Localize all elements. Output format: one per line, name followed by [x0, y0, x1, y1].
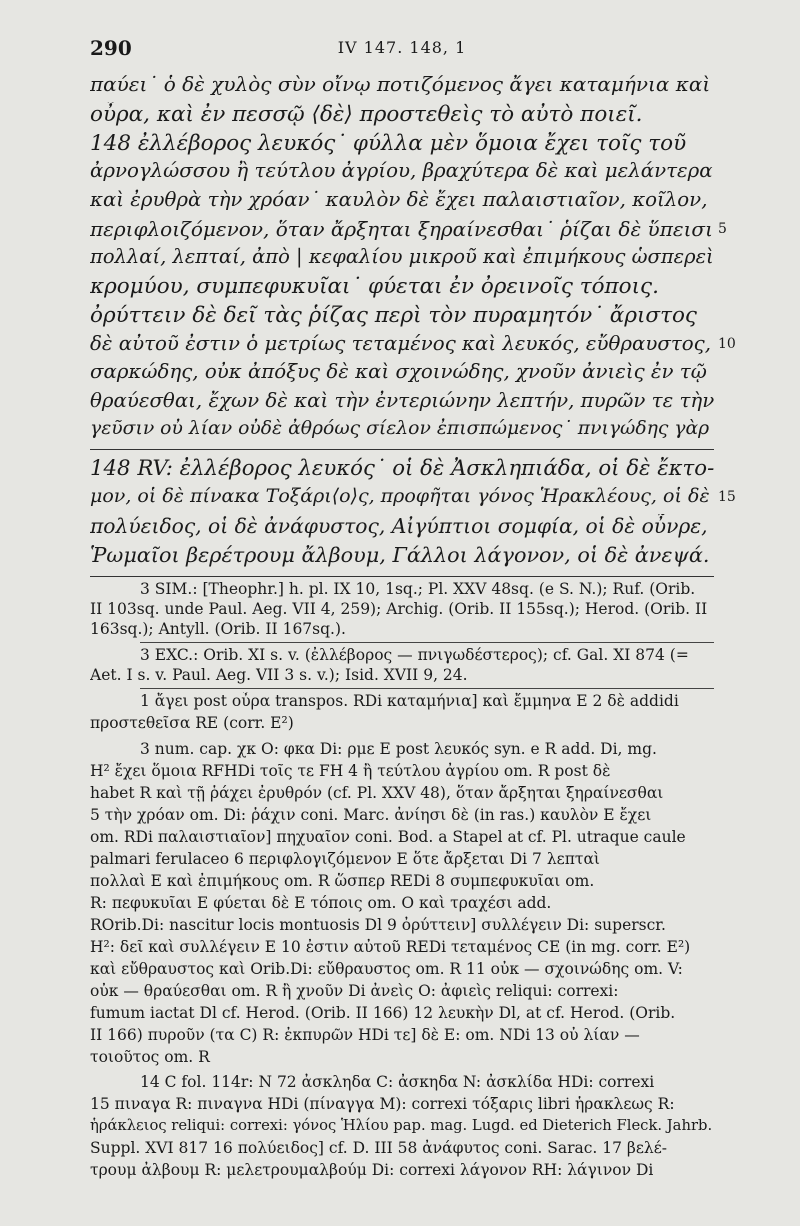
- main-text-line: 148 ἐλλέβορος λευκός˙ φύλλα μὲν ὅμοια ἔχει τοῖς τοῦ: [90, 131, 687, 156]
- apparatus-line: τοιοῦτος om. R: [90, 1048, 210, 1066]
- synonyms-line: Ῥωμαῖοι βερέτρουμ ἄλβουμ, Γάλλοι λάγονον, οἱ δὲ ἀνεψά.: [90, 543, 710, 567]
- similia-line: II 103sq. unde Paul. Aeg. VII 4, 259); Archig. (Orib. II 155sq.); Herod. (Orib. II: [90, 600, 708, 618]
- apparatus-divider: [140, 642, 714, 643]
- main-text-line: γεῦσιν οὐ λίαν οὐδὲ ἀθρόως σίελον ἐπισπώμενος˙ πνιγώδης γὰρ: [90, 418, 710, 439]
- running-head: IV 147. 148, 1: [337, 38, 467, 57]
- apparatus-line: ἡράκλειος reliqui: correxi: γόνος Ἡλίου pap. mag. Lugd. ed Dieterich Fleck. Jahrb.: [90, 1117, 713, 1134]
- apparatus-line: τρουμ ἀλβουμ R: μελετρουμαλβούμ Di: correxi λάγονον RH: λάγινον Di: [90, 1161, 654, 1179]
- main-text-line: σαρκώδης, οὐκ ἀπόξυς δὲ καὶ σχοινώδης, χνοῦν ἀνιεὶς ἐν τῷ: [90, 360, 707, 383]
- line-number: 15: [718, 489, 736, 505]
- apparatus-line: ROrib.Di: nascitur locis montuosis Dl 9 ὀρύττειν] συλλέγειν Di: superscr.: [90, 916, 666, 934]
- main-text-line: οὖρα, καὶ ἐν πεσσῷ ⟨δὲ⟩ προστεθεὶς τὸ αὐτὸ ποιεῖ.: [90, 102, 643, 127]
- main-text-line: καὶ ἐρυθρὰ τὴν χρόαν˙ καυλὸν δὲ ἔχει παλαιστιαῖον, κοῖλον,: [90, 188, 708, 211]
- apparatus-line: fumum iactat Dl cf. Herod. (Orib. II 166) 12 λευκὴν Dl, at cf. Herod. (Orib.: [90, 1004, 676, 1022]
- similia-line: 163sq.); Antyll. (Orib. II 167sq.).: [90, 620, 346, 638]
- synonyms-line: μον, οἱ δὲ πίνακα Τοξάρι⟨ο⟩ς, προφῆται γόνος Ἡρακλέους, οἱ δὲ: [90, 485, 710, 507]
- apparatus-line: 14 C fol. 114r: N 72 ἀσκληδα C: ἀσκηδα N: ἀσκλίδα HDi: correxi: [140, 1073, 655, 1091]
- synonyms-line: 148 RV: ἐλλέβορος λευκός˙ οἱ δὲ Ἀσκληπιάδα, οἱ δὲ ἔκτο-: [90, 456, 714, 481]
- section-divider: [90, 576, 714, 577]
- apparatus-line: οὐκ — θραύεσθαι om. R ἢ χνοῦν Di ἀνεὶς O: ἀφιεὶς reliqui: correxi:: [90, 982, 619, 1000]
- similia-line: 3 SIM.: [Theophr.] h. pl. IX 10, 1sq.; Pl. XXV 48sq. (e S. N.); Ruf. (Orib.: [140, 580, 696, 598]
- main-text-line: δὲ αὐτοῦ ἐστιν ὁ μετρίως τεταμένος καὶ λευκός, εὔθραυστος,: [90, 332, 712, 355]
- apparatus-divider: [140, 688, 714, 689]
- main-text-line: ὀρύττειν δὲ δεῖ τὰς ῥίζας περὶ τὸν πυραμητόν˙ ἄριστος: [90, 303, 697, 328]
- page-number: 290: [90, 36, 132, 60]
- main-text-line: περιφλοιζόμενον, ὅταν ἄρξηται ξηραίνεσθαι˙ ῥίζαι δὲ ὕπεισι: [90, 217, 713, 241]
- line-number: 10: [718, 336, 736, 352]
- apparatus-line: 5 τὴν χρόαν om. Di: ῥάχιν coni. Marc. ἀνίησι δὲ (in ras.) καυλὸν E ἔχει: [90, 806, 652, 824]
- apparatus-line: 1 ἄγει post οὖρα transpos. RDi καταμήνια] καὶ ἔμμηνα E 2 δὲ addidi: [140, 692, 679, 710]
- main-text-line: παύει˙ ὁ δὲ χυλὸς σὺν οἴνῳ ποτιζόμενος ἄγει καταμήνια καὶ: [90, 72, 711, 96]
- apparatus-line: H²: δεῖ καὶ συλλέγειν E 10 ἐστιν αὐτοῦ REDi τεταμένος CE (in mg. corr. E²): [90, 938, 691, 956]
- apparatus-line: 3 num. cap. χκ O: φκα Di: ρμε E post λευκός syn. e R add. Di, mg.: [140, 740, 657, 758]
- apparatus-line: προστεθεῖσα RE (corr. E²): [90, 714, 294, 732]
- apparatus-line: II 166) πυροῦν (τα C) R: ἐκπυρῶν HDi τε] δὲ E: om. NDi 13 οὐ λίαν —: [90, 1026, 640, 1044]
- similia-line: 3 EXC.: Orib. XI s. v. (ἐλλέβορος — πνιγωδέστερος); cf. Gal. XI 874 (=: [140, 646, 689, 664]
- apparatus-line: πολλαὶ E καὶ ἐπιμήκους om. R ὥσπερ REDi 8 συμπεφυκυῖαι om.: [90, 872, 595, 890]
- apparatus-line: habet R καὶ τῇ ῥάχει ἐρυθρόν (cf. Pl. XXV 48), ὅταν ἄρξηται ξηραίνεσθαι: [90, 784, 664, 802]
- page-header: [90, 36, 714, 62]
- main-text-line: ἀρνογλώσσου ἢ τεύτλου ἀγρίου, βραχύτερα δὲ καὶ μελάντερα: [90, 159, 713, 182]
- apparatus-line: καὶ εὔθραυστος καὶ Orib.Di: εὔθραυστος om. R 11 οὐκ — σχοινώδης om. V:: [90, 960, 683, 978]
- main-text-line: κρομύου, συμπεφυκυῖαι˙ φύεται ἐν ὀρεινοῖς τόποις.: [90, 274, 659, 299]
- apparatus-line: om. RDi παλαιστιαῖον] πηχυαῖον coni. Bod. a Stapel at cf. Pl. utraque caule: [90, 828, 686, 846]
- main-text-line: πολλαί, λεπταί, ἀπὸ | κεφαλίου μικροῦ καὶ ἐπιμήκους ὡσπερεὶ: [90, 245, 714, 268]
- apparatus-line: Suppl. XVI 817 16 πολύειδος] cf. D. III 58 ἀνάφυτος coni. Sarac. 17 βελέ-: [90, 1139, 668, 1157]
- apparatus-line: R: πεφυκυῖαι E φύεται δὲ E τόποις om. O καὶ τραχέσι add.: [90, 894, 552, 912]
- section-divider: [90, 449, 714, 450]
- apparatus-line: 15 πιναγα R: πιναγνα HDi (πίναγγα M): correxi τόξαρις libri ἡρακλεως R:: [90, 1095, 675, 1113]
- synonyms-line: πολύειδος, οἱ δὲ ἀνάφυστος, Αἰγύπτιοι σομφία, οἱ δὲ οὖνρε,: [90, 514, 708, 538]
- apparatus-line: H² ἔχει ὅμοια RFHDi τοῖς τε FH 4 ἢ τεύτλου ἀγρίου om. R post δὲ: [90, 762, 611, 780]
- apparatus-line: palmari ferulaceo 6 περιφλογιζόμενον E ὅτε ἄρξεται Di 7 λεπταὶ: [90, 850, 601, 868]
- line-number: 5: [718, 221, 727, 237]
- main-text-line: θραύεσθαι, ἔχων δὲ καὶ τὴν ἐντεριώνην λεπτήν, πυρῶν τε τὴν: [90, 389, 714, 412]
- similia-line: Aet. I s. v. Paul. Aeg. VII 3 s. v.); Isid. XVII 9, 24.: [90, 666, 468, 684]
